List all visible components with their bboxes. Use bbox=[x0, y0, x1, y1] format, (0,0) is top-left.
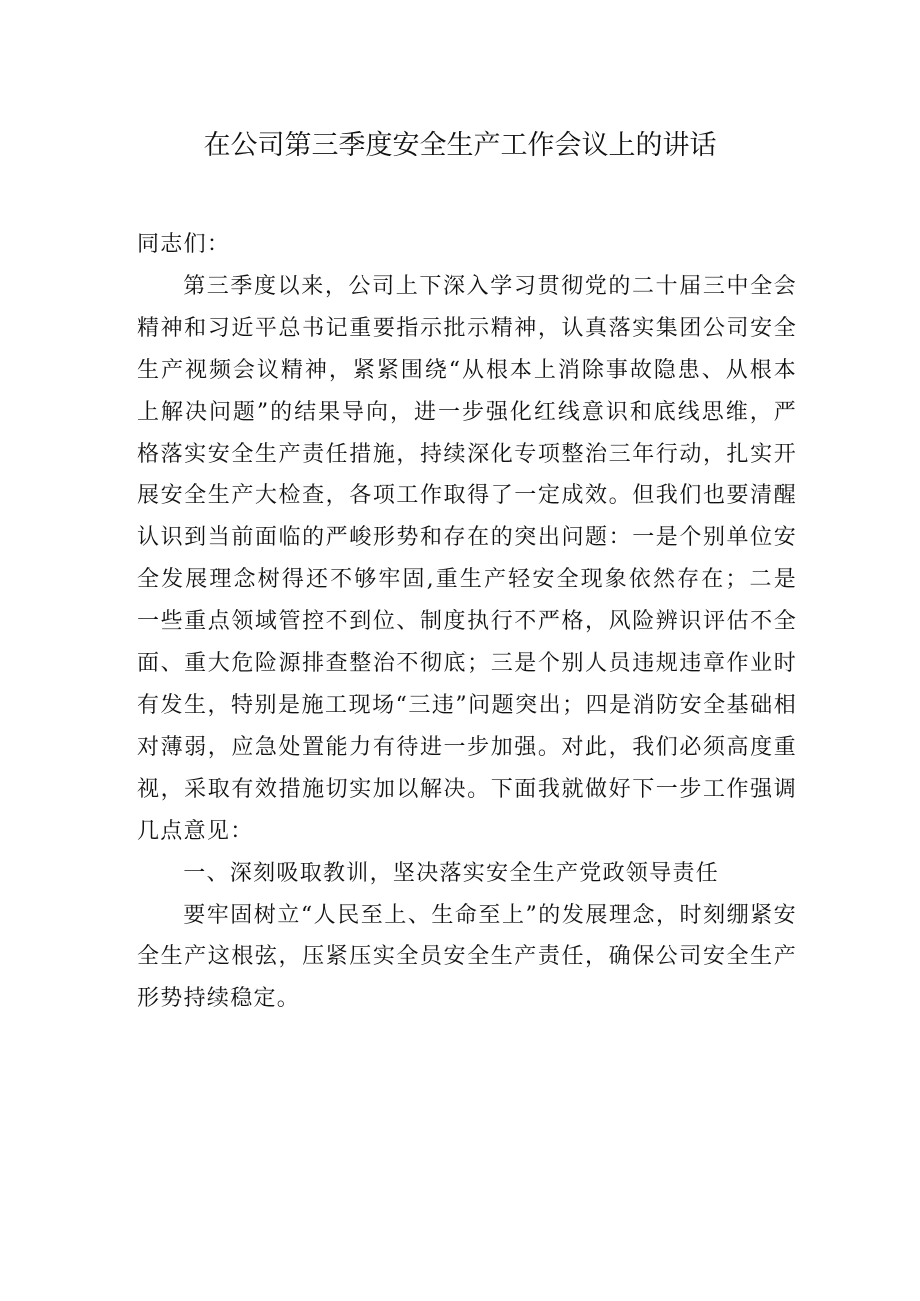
salutation: 同志们： bbox=[137, 232, 231, 257]
section-heading-1: 一、深刻吸取教训，坚决落实安全生产党政领导责任 bbox=[183, 860, 720, 886]
document-body bbox=[137, 224, 797, 1020]
document-title: 在公司第三季度安全生产工作会议上的讲话 bbox=[203, 130, 717, 161]
paragraph-intro: 第三季度以来，公司上下深入学习贯彻党的二十届三中全会精神和习近平总书记重要指示批示精神，认真落实集团公司安全生产视频会议精神，紧紧围绕“从根本上消除事故隐患、从根本上解决问题”的结果导向，进一步强化红线意识和底线思维，严格落实安全生产责任措施，持续深化专项整治三年行动，扎实开展安全生产大检查，各项工作取得了一定成效。但我们也要清醒认识到当前面临的严峻形势和存在的突出问题：一是个别单位安全发展理念树得还不够牢固,重生产轻安全现象依然存在；二是一些重点领域管控不到位、制度执行不严格，风险辨识评估不全面、重大危险源排查整治不彻底；三是个别人员违规违章作业时有发生，特别是施工现场“三违”问题突出；四是消防安全基础相对薄弱，应急处置能力有待进一步加强。对此，我们必须高度重视，采取有效措施切实加以解决。下面我就做好下一步工作强调几点意见： bbox=[137, 273, 797, 844]
paragraph-section-1: 要牢固树立“人民至上、生命至上”的发展理念，时刻绷紧安全生产这根弦，压紧压实全员安全生产责任，确保公司安全生产形势持续稳定。 bbox=[137, 902, 797, 1012]
